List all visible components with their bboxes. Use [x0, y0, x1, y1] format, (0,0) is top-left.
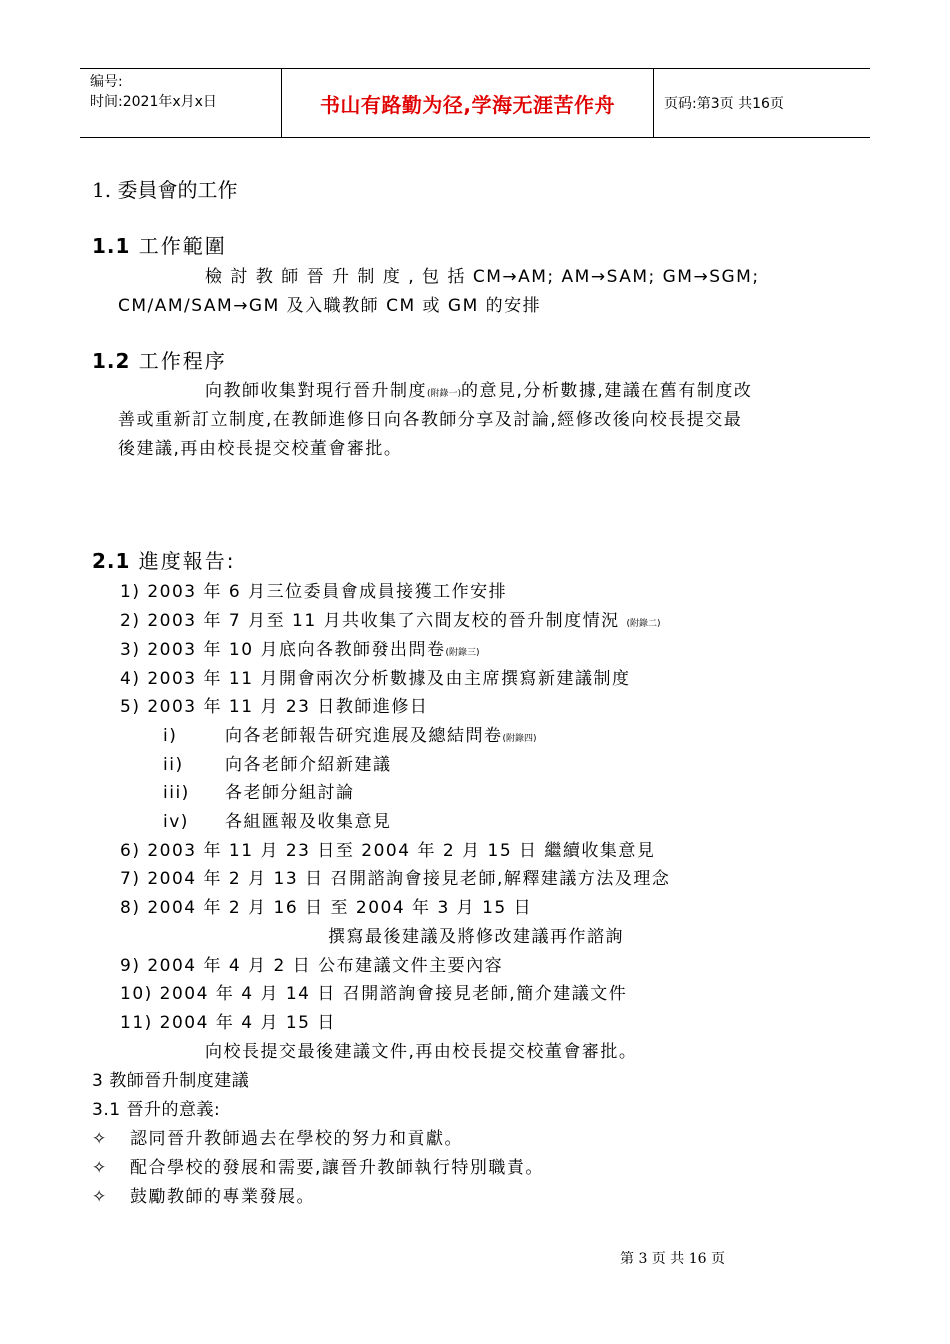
progress-item: [120, 692, 428, 717]
appendix-3-note: (附錄三): [445, 648, 480, 658]
subitem-text: 各老師分組討論: [225, 783, 355, 803]
progress-item: [120, 664, 630, 689]
progress-item: [120, 635, 480, 660]
page-footer: 第 3 页 共 16 页: [620, 1251, 725, 1267]
number-label: 编号:: [90, 74, 123, 90]
progress-item-text: 1) 2003 年 6 月三位委員會成員接獲工作安排: [120, 582, 508, 602]
bullet-text: 認同晉升教師過去在學校的努力和貢獻。: [130, 1129, 463, 1149]
section-1-2-line-1: [205, 376, 752, 401]
sparkle-bullet-icon: ✧: [92, 1129, 108, 1149]
line-1-part-b: 的意見,分析數據,建議在舊有制度改: [461, 381, 753, 401]
progress-item: [120, 606, 661, 631]
sparkle-bullet-icon: ✧: [92, 1158, 108, 1178]
section-1-2-heading: [92, 345, 227, 374]
progress-subitem: [163, 778, 355, 803]
progress-item-continuation: 向校長提交最後建議文件,再由校長提交校董會審批。: [205, 1042, 638, 1062]
section-1-2-line-3: 後建議,再由校長提交校董會審批。: [118, 439, 403, 459]
subitem-text: 向各老師報告研究進展及總結問卷: [225, 726, 503, 746]
progress-subitem: [163, 807, 392, 832]
appendix-4-note: (附錄四): [502, 734, 537, 744]
section-1-title: 委員會的工作: [117, 178, 238, 202]
section-1-1-heading: [92, 230, 227, 259]
section-2-1-title: 進度報告:: [138, 549, 236, 573]
line-1-part-a: 向教師收集對現行晉升制度: [205, 381, 427, 401]
section-1-1-line-2: CM/AM/SAM→GM 及入職教師 CM 或 GM 的安排: [118, 296, 542, 316]
section-1-heading: [92, 174, 237, 203]
section-1-number: 1.: [92, 178, 112, 202]
progress-item: 10) 2004 年 4 月 14 日 召開諮詢會接見老師,簡介建議文件: [120, 984, 628, 1004]
appendix-1-note: (附錄一): [427, 389, 462, 399]
progress-item: 6) 2003 年 11 月 23 日至 2004 年 2 月 15 日 繼續收集意見: [120, 841, 656, 861]
section-3-1-heading: 3.1 晉升的意義:: [92, 1100, 221, 1120]
progress-item: 9) 2004 年 4 月 2 日 公布建議文件主要內容: [120, 956, 504, 976]
section-1-2-number: 1.2: [92, 349, 131, 373]
section-2-1-heading: [92, 545, 236, 574]
header-motto: 书山有路勤为径,学海无涯苦作舟: [282, 69, 654, 137]
header-page-info: 页码:第3页 共16页: [664, 96, 784, 112]
subitem-number: iv): [163, 812, 189, 832]
progress-item: 11) 2004 年 4 月 15 日: [120, 1013, 336, 1033]
bullet-text: 配合學校的發展和需要,讓晉升教師執行特別職責。: [130, 1158, 544, 1178]
subitem-text: 各組匯報及收集意見: [225, 812, 392, 832]
progress-item-text: 2) 2003 年 7 月至 11 月共收集了六間友校的晉升制度情況: [120, 611, 620, 631]
bullet-item: [92, 1182, 315, 1207]
section-1-1-title: 工作範圍: [138, 234, 227, 258]
page-header: [80, 68, 870, 138]
bullet-text: 鼓勵教師的專業發展。: [130, 1187, 315, 1207]
subitem-number: i): [163, 726, 178, 746]
progress-subitem: [163, 750, 392, 775]
section-3-heading: 3 教師晉升制度建議: [92, 1071, 250, 1091]
progress-item-text: 5) 2003 年 11 月 23 日教師進修日: [120, 697, 429, 717]
appendix-2-note: (附錄二): [626, 619, 661, 629]
subitem-number: ii): [163, 755, 184, 775]
progress-item-text: 3) 2003 年 10 月底向各教師發出問卷: [120, 640, 446, 660]
subitem-number: iii): [163, 783, 190, 803]
section-1-1-line-1: 檢 討 教 師 晉 升 制 度 , 包 括 CM→AM; AM→SAM; GM→SGM;: [205, 267, 760, 287]
sparkle-bullet-icon: ✧: [92, 1187, 108, 1207]
section-1-2-title: 工作程序: [138, 349, 227, 373]
progress-item: 7) 2004 年 2 月 13 日 召開諮詢會接見老師,解釋建議方法及理念: [120, 869, 671, 889]
time-label: 时间:2021年x月x日: [90, 94, 217, 110]
bullet-item: [92, 1153, 544, 1178]
section-2-1-number: 2.1: [92, 549, 131, 573]
bullet-item: [92, 1124, 463, 1149]
header-meta: [80, 69, 282, 137]
progress-item: 8) 2004 年 2 月 16 日 至 2004 年 3 月 15 日: [120, 898, 533, 918]
section-1-2-line-2: 善或重新訂立制度,在教師進修日向各教師分享及討論,經修改後向校長提交最: [118, 410, 743, 430]
section-1-1-number: 1.1: [92, 234, 131, 258]
progress-subitem: [163, 721, 537, 746]
progress-item: [120, 577, 507, 602]
progress-item-text: 4) 2003 年 11 月開會兩次分析數據及由主席撰寫新建議制度: [120, 669, 631, 689]
subitem-text: 向各老師介紹新建議: [225, 755, 392, 775]
progress-item-continuation: 撰寫最後建議及將修改建議再作諮詢: [328, 927, 624, 947]
